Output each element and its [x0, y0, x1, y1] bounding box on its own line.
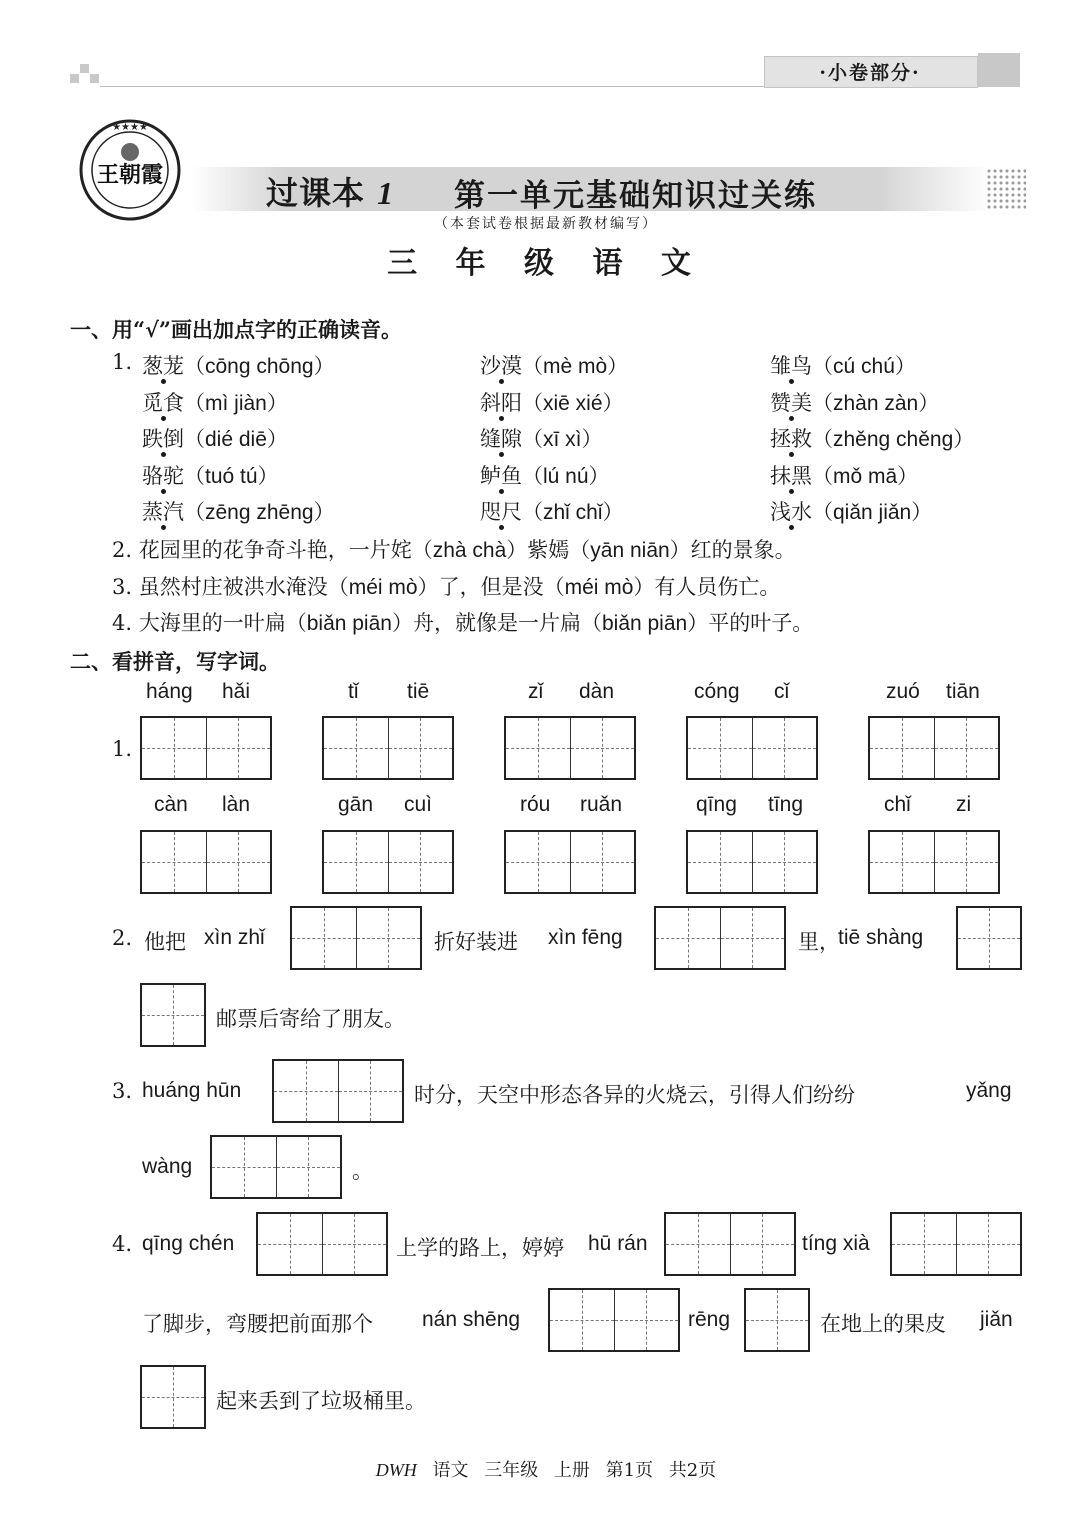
sentence-text: 他把 [144, 930, 186, 954]
writing-box[interactable] [956, 906, 1022, 970]
pinyin-options[interactable]: （zhà chà）紫嫣 [411, 539, 570, 562]
item-number: 1. [112, 350, 133, 374]
sentence-text: 2. 花园里的花争奇斗艳，一片姹 [112, 538, 412, 562]
footer-text: 语文 三年级 上册 第1页 共2页 [432, 1460, 717, 1481]
choice-word: 觅食 [142, 387, 184, 417]
choice-word: 蒸汽 [142, 496, 184, 526]
pinyin-label: wàng [142, 1155, 193, 1178]
grade-subject: 三 年 级 语 文 [387, 246, 705, 281]
pinyin-label: tiān [946, 680, 980, 703]
choice-item [480, 460, 610, 490]
writing-box[interactable] [140, 830, 272, 894]
choice-item [142, 423, 288, 453]
choice-word: 缝隙 [480, 423, 522, 453]
sentence-text: 起来丢到了垃圾桶里。 [216, 1389, 426, 1413]
pinyin-label: qīng chén [142, 1232, 235, 1255]
pinyin-options[interactable]: （méi mò）了，但是没 [327, 576, 544, 599]
pinyin-label: zǐ [528, 680, 544, 703]
choice-item [770, 387, 939, 417]
pinyin-label: qīng [696, 793, 737, 816]
writing-box[interactable] [664, 1212, 796, 1276]
writing-box[interactable] [322, 716, 454, 780]
sentence-text: 时分，天空中形态各异的火烧云，引得人们纷纷 [414, 1083, 855, 1107]
pinyin-label: chǐ [884, 793, 911, 816]
writing-box[interactable] [290, 906, 422, 970]
sentence-text: 上学的路上，婷婷 [396, 1236, 564, 1260]
pinyin-options[interactable]: （zēng zhēng） [184, 501, 335, 524]
corner-decoration [80, 64, 89, 73]
pinyin-label: huáng hūn [142, 1079, 242, 1102]
choice-word: 浅水 [770, 496, 812, 526]
pinyin-options[interactable]: （zhàn zàn） [812, 392, 940, 415]
pinyin-label: dàn [579, 680, 615, 703]
pinyin-label: tiē [407, 680, 430, 703]
choice-word: 沙漠 [480, 350, 522, 380]
pinyin-label: cóng [694, 680, 740, 703]
pinyin-label: róu [520, 793, 551, 816]
sentence-text: 。 [352, 1159, 373, 1183]
pinyin-label: càn [154, 793, 188, 816]
choice-word: 葱茏 [142, 350, 184, 380]
writing-box[interactable] [868, 716, 1000, 780]
pinyin-options[interactable]: （zhěng chěng） [812, 428, 975, 451]
worksheet-title [266, 168, 394, 214]
writing-box[interactable] [654, 906, 786, 970]
choice-word: 抹黑 [770, 460, 812, 490]
pinyin-label: tǐ [348, 680, 359, 703]
choice-word: 咫尺 [480, 496, 522, 526]
footer-code: DWH [375, 1460, 417, 1480]
choice-item [770, 460, 918, 490]
sentence-text: 在地上的果皮 [820, 1312, 946, 1336]
unit-title: 第一单元基础知识过关练 [454, 178, 817, 214]
title-number: 1 [377, 175, 395, 211]
pinyin-label: gān [338, 793, 374, 816]
pinyin-label: zi [956, 793, 972, 816]
writing-box[interactable] [272, 1059, 404, 1123]
writing-box[interactable] [504, 716, 636, 780]
item-number: 4. [112, 1232, 133, 1256]
pinyin-label: rēng [688, 1308, 731, 1331]
choice-item [480, 496, 624, 526]
pinyin-options[interactable]: （méi mò）有人员伤亡。 [543, 576, 781, 599]
item-number: 1. [112, 737, 133, 761]
pinyin-label: xìn zhǐ [204, 926, 265, 949]
pinyin-options[interactable]: （biǎn piān）平的叶子。 [580, 612, 814, 635]
logo-text: 王朝霞 [96, 162, 164, 188]
pinyin-label: làn [222, 793, 251, 816]
logo-seal-icon [78, 118, 182, 222]
item-number: 3. [112, 1079, 133, 1103]
sentence-text: 4. 大海里的一叶扁 [112, 611, 286, 635]
choice-item [142, 496, 335, 526]
section-tag: ·小卷部分· [819, 62, 921, 84]
writing-box[interactable] [686, 716, 818, 780]
pinyin-label: hǎi [222, 680, 251, 703]
choice-word: 跌倒 [142, 423, 184, 453]
writing-box[interactable] [140, 1365, 206, 1429]
choice-item [480, 423, 603, 453]
writing-box[interactable] [256, 1212, 388, 1276]
writing-box[interactable] [868, 830, 1000, 894]
pinyin-label: tíng xià [802, 1232, 870, 1255]
pinyin-label: cǐ [774, 680, 790, 703]
section-tag-side [978, 53, 1020, 87]
writing-box[interactable] [890, 1212, 1022, 1276]
writing-box[interactable] [322, 830, 454, 894]
pinyin-options[interactable]: （tuó tú） [184, 465, 279, 488]
pinyin-label: háng [146, 680, 193, 703]
choice-item [770, 350, 916, 380]
sentence-text: 里， [798, 930, 840, 954]
choice-word: 赞美 [770, 387, 812, 417]
choice-word: 骆驼 [142, 460, 184, 490]
sentence-text: 3. 虽然村庄被洪水淹没 [112, 575, 328, 599]
choice-item [142, 460, 279, 490]
pinyin-label: nán shēng [422, 1308, 521, 1331]
pinyin-options[interactable]: （biǎn piān）舟，就像是一片扁 [285, 612, 581, 635]
pinyin-options[interactable]: （lú nú） [522, 465, 610, 488]
sentence-2 [112, 534, 796, 564]
writing-box[interactable] [548, 1288, 680, 1352]
choice-item [142, 387, 288, 417]
pinyin-label: hū rán [588, 1232, 648, 1255]
choice-item [770, 423, 974, 453]
sentence-text: 邮票后寄给了朋友。 [216, 1007, 405, 1031]
sentence-text: 折好装进 [434, 930, 518, 954]
writing-box[interactable] [140, 716, 272, 780]
dot-pattern [986, 168, 1026, 210]
pinyin-options[interactable]: （mè mò） [522, 355, 629, 378]
pinyin-label: yǎng [966, 1079, 1012, 1102]
pinyin-label: xìn fēng [548, 926, 623, 949]
writing-box[interactable] [686, 830, 818, 894]
writing-box[interactable] [504, 830, 636, 894]
pinyin-label: tiē shàng [838, 926, 924, 949]
choice-word: 拯救 [770, 423, 812, 453]
choice-word: 鲈鱼 [480, 460, 522, 490]
svg-text:★★★★: ★★★★ [112, 122, 148, 133]
pinyin-options[interactable]: （mì jiàn） [184, 392, 288, 415]
pinyin-label: tīng [768, 793, 804, 816]
item-number: 2. [112, 926, 133, 950]
choice-item [480, 350, 628, 380]
section1-title: 一、用“√”画出加点字的正确读音。 [70, 317, 402, 342]
choice-item [770, 496, 932, 526]
choice-item [142, 350, 335, 380]
pinyin-label: cuì [404, 793, 433, 816]
section2-title: 二、看拼音，写字词。 [70, 649, 280, 674]
choice-item [480, 387, 624, 417]
pinyin-options[interactable]: （xī xì） [522, 428, 603, 451]
choice-word: 斜阳 [480, 387, 522, 417]
pinyin-options[interactable]: （zhǐ chǐ） [522, 501, 624, 524]
pinyin-options[interactable]: （qiǎn jiǎn） [812, 501, 933, 524]
publisher-logo [78, 118, 182, 222]
pinyin-options[interactable]: （cōng chōng） [184, 355, 335, 378]
title-prefix: 过课本 [266, 174, 366, 212]
writing-box[interactable] [140, 983, 206, 1047]
pinyin-options[interactable]: （mǒ mā） [812, 465, 919, 488]
sentence-text: 了脚步，弯腰把前面那个 [142, 1312, 373, 1336]
pinyin-options[interactable]: （yān niān）红的景象。 [569, 539, 796, 562]
sentence-4 [112, 607, 813, 637]
sentence-3 [112, 571, 780, 601]
writing-box[interactable] [744, 1288, 810, 1352]
edition-note: （本套试卷根据最新教材编写） [434, 216, 658, 232]
corner-decoration [90, 74, 99, 83]
pinyin-options[interactable]: （xiē xié） [522, 392, 624, 415]
writing-box[interactable] [210, 1135, 342, 1199]
pinyin-options[interactable]: （cú chú） [812, 355, 916, 378]
pinyin-label: zuó [886, 680, 920, 703]
pinyin-options[interactable]: （dié diē） [184, 428, 288, 451]
page-footer [0, 1456, 1092, 1482]
choice-word: 雏鸟 [770, 350, 812, 380]
corner-decoration [70, 74, 79, 83]
pinyin-label: ruǎn [580, 793, 623, 816]
pinyin-label: jiǎn [980, 1308, 1013, 1331]
